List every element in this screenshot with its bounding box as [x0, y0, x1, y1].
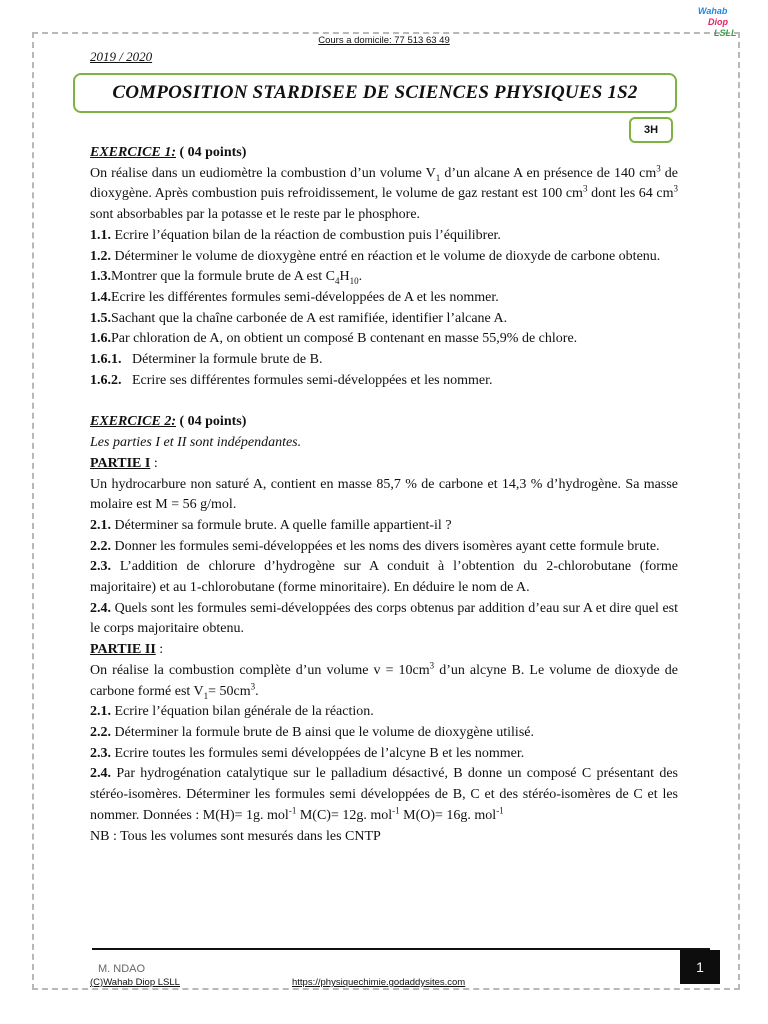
question-2-2-p2: 2.2. Déterminer la formule brute de B ainsi que le volume de dioxygène utilisé.	[90, 724, 534, 740]
question-1-4: 1.4.Ecrire les différentes formules semi-développées de A et les nommer.	[90, 289, 499, 305]
partie-2-heading: PARTIE II :	[90, 642, 164, 658]
question-1-3: 1.3.Montrer que la formule brute de A est $C_4H_{10}$.	[90, 269, 363, 287]
wahab-diop-logo	[698, 6, 746, 39]
copyright-link[interactable]: (C)Wahab Diop LSLL	[90, 977, 180, 988]
question-1-5: 1.5.Sachant que la chaîne carbonée de A est ramifiée, identifier l’alcane A.	[90, 310, 508, 326]
question-1-1: 1.1. Ecrire l’équation bilan de la réaction de combustion puis l’équilibrer.	[90, 227, 501, 243]
question-2-2-p1: 2.2. Donner les formules semi-développées et les noms des divers isomères ayant cette formule brute.	[90, 538, 660, 554]
website-link[interactable]: https://physiquechimie.godaddysites.com	[292, 977, 466, 988]
footer-divider	[92, 948, 710, 950]
question-1-6-2: 1.6.2. Ecrire ses différentes formules semi-développées et les nommer.	[90, 372, 493, 388]
exercise-1-title: EXERCICE 1: ( 04 points)	[90, 145, 247, 160]
question-2-1-p1: 2.1. Déterminer sa formule brute. A quelle famille appartient-il ?	[90, 517, 452, 533]
school-year: 2019 / 2020	[90, 49, 153, 64]
question-2-4-p1: 2.4. Quels sont les formules semi-développées des corps obtenus par addition d’eau sur A et dire quel est le corps majoritaire obtenu.	[90, 600, 678, 637]
nb-note: NB : Tous les volumes sont mesurés dans les CNTP	[90, 828, 381, 844]
question-2-3-p2: 2.3. Ecrire toutes les formules semi développées de l’alcyne B et les nommer.	[90, 745, 525, 761]
question-1-6: 1.6.Par chloration de A, on obtient un composé B contenant en masse 55,9% de chlore.	[90, 331, 578, 347]
partie-1-intro: Un hydrocarbure non saturé A, contient en masse 85,7 % de carbone et 14,3 % d’hydrogène. Sa masse molaire est M = 56 g/mol.	[90, 476, 678, 513]
question-2-1-p2: 2.1. Ecrire l’équation bilan générale de la réaction.	[90, 704, 374, 720]
exam-content	[90, 143, 678, 847]
exam-title: COMPOSITION STARDISEE DE SCIENCES PHYSIQUES 1S2	[112, 82, 638, 103]
question-2-4-p2: 2.4. Par hydrogénation catalytique sur le palladium désactivé, B donne un composé C présentant des stéréo-isomères. Déterminer les formules semi développées de B, C et des stéréo-isomères de C et les nommer. Données : M(H)= 1g. mol$^{-1}$ M(C)= 12g. mol$^{-1}$ M(O)= 16g. mol$^{-1}$	[90, 766, 678, 823]
question-2-3-p1: 2.3. L’addition de chlorure d’hydrogène sur A conduit à l’obtention du 2-chlorobutane (forme majoritaire) et au 1-chlorobutane (forme minoritaire). En déduire le nom de A.	[90, 559, 678, 596]
author-name: M. NDAO	[98, 963, 146, 975]
duration-label: 3H	[643, 124, 659, 136]
contact-note: Cours a domicile: 77 513 63 49	[318, 35, 450, 46]
exercise-2-note: Les parties I et II sont indépendantes.	[90, 435, 302, 451]
logo-line-1: Wahab	[698, 6, 728, 16]
page-number: 1	[680, 950, 720, 984]
exercise-2-title: EXERCICE 2: ( 04 points)	[90, 414, 247, 430]
duration-badge	[629, 117, 673, 143]
question-1-2: 1.2. Déterminer le volume de dioxygène entré en réaction et le volume de dioxyde de carbone obtenu.	[90, 248, 661, 264]
partie-1-heading: PARTIE I :	[90, 455, 158, 471]
partie-2-intro: On réalise la combustion complète d’un volume $v = 10cm^3$ d’un alcyne B. Le volume de dioxyde de carbone formé est $V_1= 50cm^3$.	[90, 660, 678, 701]
exercise-1-intro: On réalise dans un eudiomètre la combustion d’un volume $V_1$ d’un alcane A en présence de 140 $cm^3$ de dioxygène. Après combustion puis refroidissement, le volume de gaz restant est 100 $cm^3$ dont les 64 $cm^3$ sont absorbables par la potasse et le reste par le phosphore.	[90, 163, 678, 223]
question-1-6-1: 1.6.1. Déterminer la formule brute de B.	[90, 352, 323, 368]
exam-title-box	[73, 73, 677, 113]
logo-line-3: LSLL	[714, 28, 737, 38]
spacer	[90, 391, 678, 412]
logo-line-2: Diop	[708, 17, 728, 27]
